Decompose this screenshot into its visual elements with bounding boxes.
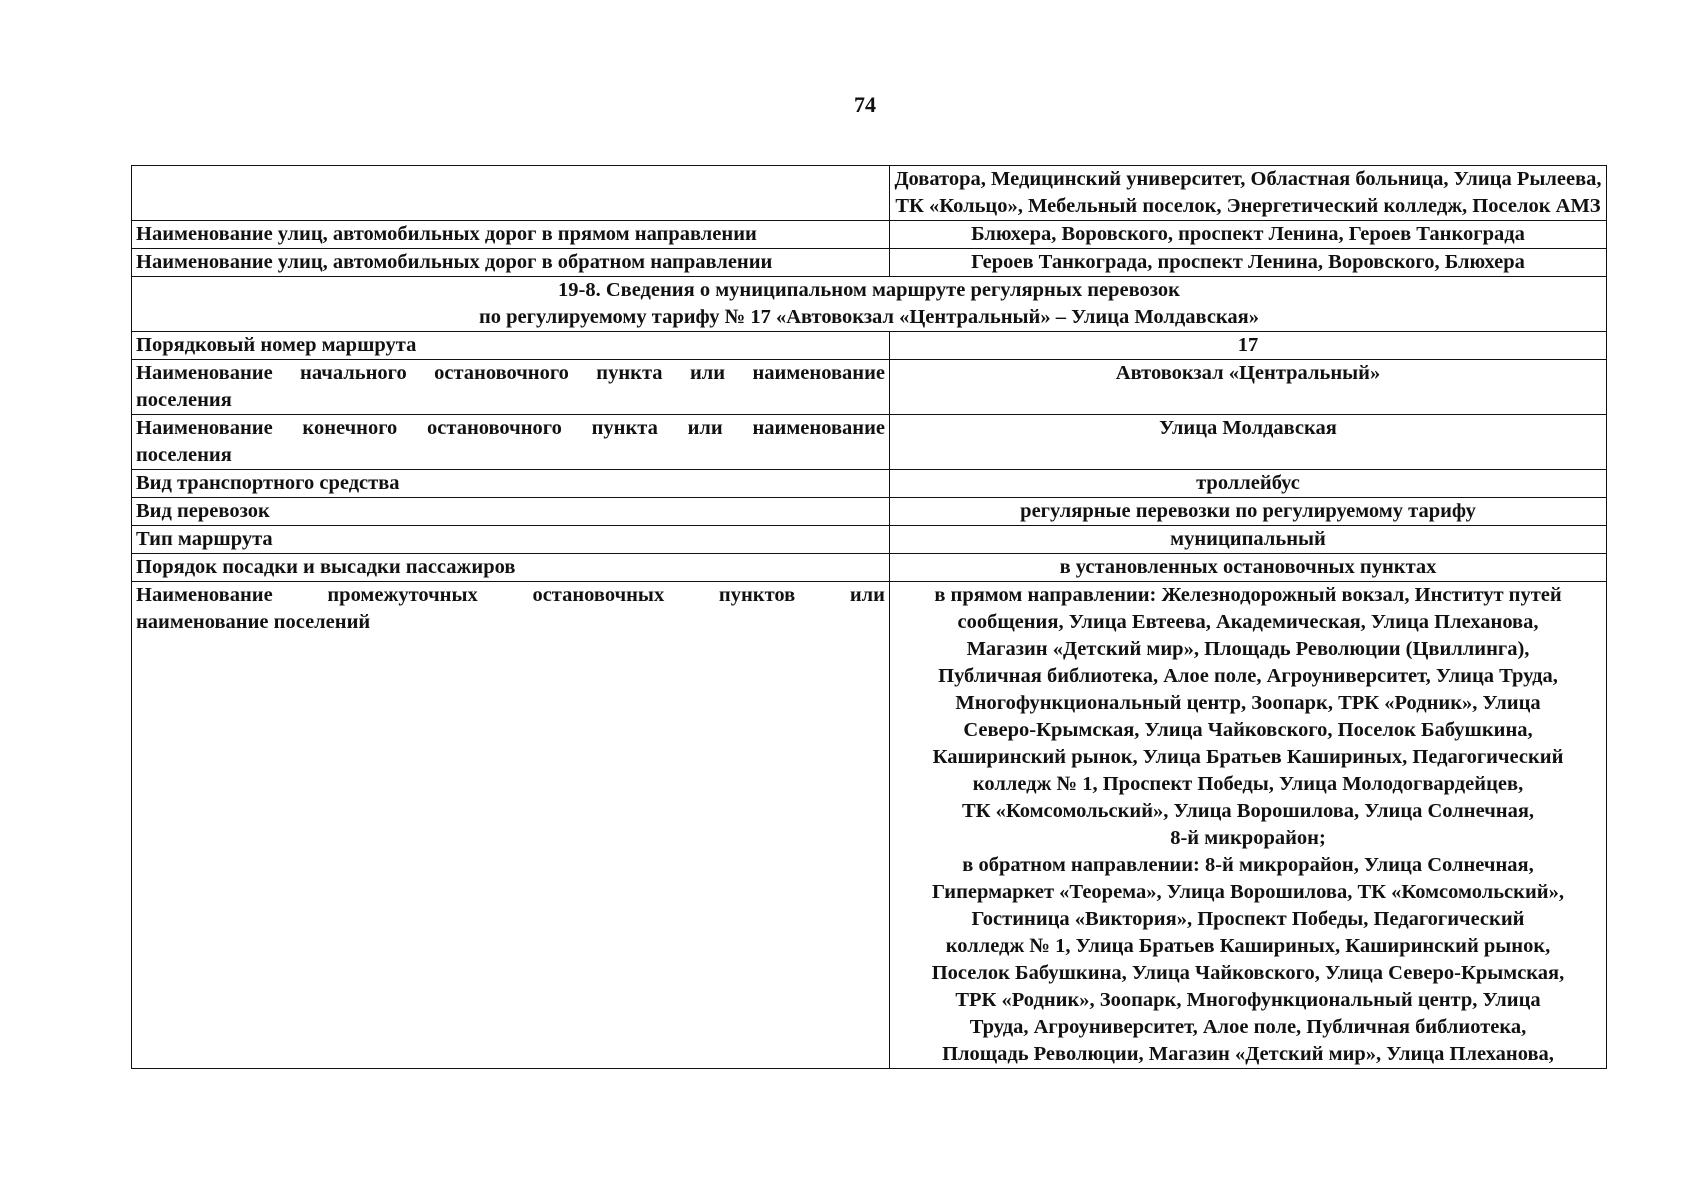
table-row <box>132 470 1607 498</box>
stops-line: Публичная библиотека, Алое поле, Агроуниверситет, Улица Труда, <box>938 665 1558 687</box>
intermediate-stops-value <box>890 582 1607 1069</box>
intermediate-stops-label-line2: наименование поселений <box>136 611 371 633</box>
vehicle-type-value: троллейбус <box>890 470 1607 498</box>
reverse-streets-label: Наименование улиц, автомобильных дорог в обратном направлении <box>132 249 890 277</box>
stops-line: Поселок Бабушкина, Улица Чайковского, Улица Северо-Крымская, <box>931 962 1565 984</box>
start-stop-label-line1: Наименование начального остановочного пункта или наименование <box>136 362 885 384</box>
table-row <box>132 360 1607 415</box>
stops-line: колледж № 1, Улица Братьев Кашириных, Каширинский рынок, <box>945 935 1551 957</box>
intermediate-stops-label-line1: Наименование промежуточных остановочных пунктов или <box>136 584 885 606</box>
stops-line: колледж № 1, Проспект Победы, Улица Молодогвардейцев, <box>972 773 1524 795</box>
intermediate-stops-label <box>132 582 890 1069</box>
stops-line: ТРК «Родник», Зоопарк, Многофункциональный центр, Улица <box>955 989 1541 1011</box>
stops-line: Магазин «Детский мир», Площадь Революции (Цвиллинга), <box>966 638 1530 660</box>
route-type-value: муниципальный <box>890 526 1607 554</box>
stops-line: сообщения, Улица Евтеева, Академическая, Улица Плеханова, <box>957 611 1539 633</box>
table-row <box>132 277 1607 332</box>
table-row <box>132 526 1607 554</box>
table-row <box>132 166 1607 221</box>
reverse-streets-value: Героев Танкограда, проспект Ленина, Воровского, Блюхера <box>890 249 1607 277</box>
table-row <box>132 498 1607 526</box>
end-stop-label-line1: Наименование конечного остановочного пункта или наименование <box>136 417 885 439</box>
stops-line: в обратном направлении: 8-й микрорайон, Улица Солнечная, <box>962 854 1534 876</box>
stops-line: Гипермаркет «Теорема», Улица Ворошилова, ТК «Комсомольский», <box>932 881 1564 903</box>
route-info-table <box>131 165 1607 1069</box>
end-stop-label <box>132 415 890 470</box>
stops-line: Гостиница «Виктория», Проспект Победы, Педагогический <box>971 908 1525 930</box>
boarding-order-label: Порядок посадки и высадки пассажиров <box>132 554 890 582</box>
vehicle-type-label: Вид транспортного средства <box>132 470 890 498</box>
continuation-stops: Доватора, Медицинский университет, Областная больница, Улица Рылеева, ТК «Кольцо», Мебельный поселок, Энергетический колледж, Поселок АМЗ <box>890 166 1607 221</box>
route-number-value: 17 <box>890 332 1607 360</box>
route-number-label: Порядковый номер маршрута <box>132 332 890 360</box>
transport-type-value: регулярные перевозки по регулируемому тарифу <box>890 498 1607 526</box>
stops-line: 8-й микрорайон; <box>1170 827 1326 849</box>
stops-line: Каширинский рынок, Улица Братьев Кашириных, Педагогический <box>932 746 1564 768</box>
boarding-order-value: в установленных остановочных пунктах <box>890 554 1607 582</box>
section-title-line2: по регулируемому тарифу № 17 «Автовокзал «Центральный» – Улица Молдавская» <box>478 306 1260 328</box>
table-row <box>132 332 1607 360</box>
stops-line: Труда, Агроуниверситет, Алое поле, Публичная библиотека, <box>969 1016 1527 1038</box>
table-row <box>132 249 1607 277</box>
table-row <box>132 221 1607 249</box>
stops-line: Площадь Революции, Магазин «Детский мир», Улица Плеханова, <box>942 1043 1554 1065</box>
table-row <box>132 415 1607 470</box>
table-row <box>132 554 1607 582</box>
start-stop-label-line2: поселения <box>136 389 232 411</box>
page-number: 74 <box>854 92 876 117</box>
section-title-line1: 19-8. Сведения о муниципальном маршруте регулярных перевозок <box>558 279 1180 301</box>
section-title <box>132 277 1607 332</box>
table-cell-empty <box>132 166 890 221</box>
stops-line: в прямом направлении: Железнодорожный вокзал, Институт путей <box>934 584 1562 606</box>
forward-streets-value: Блюхера, Воровского, проспект Ленина, Героев Танкограда <box>890 221 1607 249</box>
end-stop-label-line2: поселения <box>136 444 232 466</box>
forward-streets-label: Наименование улиц, автомобильных дорог в прямом направлении <box>132 221 890 249</box>
transport-type-label: Вид перевозок <box>132 498 890 526</box>
route-type-label: Тип маршрута <box>132 526 890 554</box>
stops-line: Многофункциональный центр, Зоопарк, ТРК «Родник», Улица <box>955 692 1541 714</box>
table-row <box>132 582 1607 1069</box>
end-stop-value: Улица Молдавская <box>890 415 1607 470</box>
stops-line: Северо-Крымская, Улица Чайковского, Поселок Бабушкина, <box>963 719 1533 741</box>
stops-line: ТК «Комсомольский», Улица Ворошилова, Улица Солнечная, <box>961 800 1535 822</box>
start-stop-label <box>132 360 890 415</box>
start-stop-value: Автовокзал «Центральный» <box>890 360 1607 415</box>
